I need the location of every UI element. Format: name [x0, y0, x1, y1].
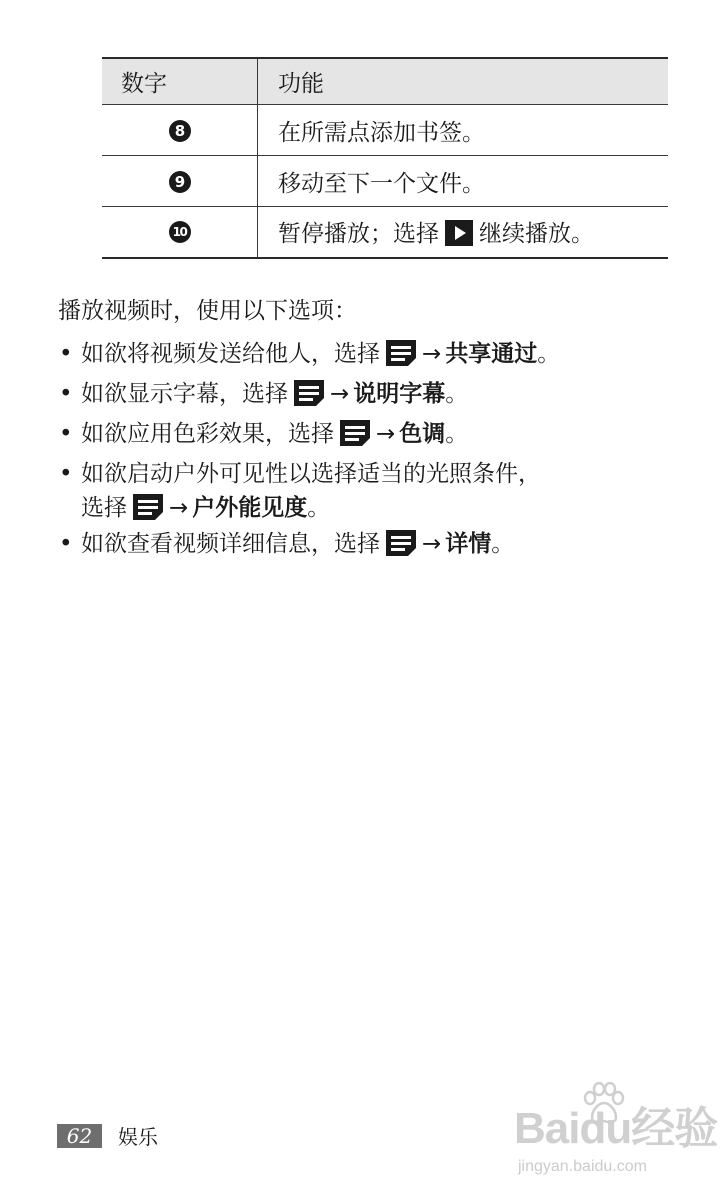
options-list	[58, 337, 560, 567]
arrow: →	[422, 531, 442, 557]
function-cell: 移动至下一个文件。	[278, 170, 485, 197]
option-text-line1: 如欲启动户外可见性以选择适当的光照条件，	[81, 461, 541, 487]
arrow: →	[330, 381, 350, 407]
option-text: 如欲将视频发送给他人，选择	[81, 341, 380, 367]
menu-icon	[294, 380, 324, 406]
table-header	[102, 58, 668, 105]
number-badge-10: 10	[169, 221, 191, 243]
menu-icon	[340, 420, 370, 446]
function-cell	[258, 207, 669, 258]
header-function: 功能	[278, 71, 324, 97]
function-text-before-icon: 暂停播放；选择	[278, 221, 439, 248]
arrow: →	[376, 421, 396, 447]
option-text: 如欲应用色彩效果，选择	[81, 421, 334, 447]
option-end: 。	[491, 531, 515, 557]
option-target: 说明字幕	[353, 381, 446, 407]
function-table	[102, 57, 668, 259]
intro-text: 播放视频时，使用以下选项：	[58, 298, 357, 324]
bullet: •	[59, 381, 73, 407]
bullet: •	[59, 421, 73, 447]
arrow: →	[422, 341, 442, 367]
number-cell	[102, 105, 258, 156]
table-header-row	[102, 58, 668, 105]
option-end: 。	[445, 381, 469, 407]
table-row	[102, 105, 668, 156]
option-target: 详情	[445, 531, 492, 557]
bullet: •	[59, 531, 73, 557]
option-target: 户外能见度	[192, 495, 308, 521]
table-body	[102, 105, 668, 258]
bullet: •	[59, 341, 73, 367]
section-name: 娱乐	[118, 1125, 158, 1149]
function-text-after-icon: 继续播放。	[479, 221, 594, 248]
option-text: 如欲查看视频详细信息，选择	[81, 531, 380, 557]
list-item	[58, 527, 560, 561]
table-row	[102, 156, 668, 207]
page-number: 62	[57, 1124, 102, 1148]
option-end: 。	[537, 341, 561, 367]
bullet: •	[59, 461, 73, 487]
play-icon	[445, 220, 473, 246]
watermark-logo: Baidu经验	[514, 1104, 718, 1153]
header-number: 数字	[102, 58, 258, 105]
number-badge-8: 8	[169, 120, 191, 142]
list-item	[58, 457, 560, 525]
menu-icon	[386, 340, 416, 366]
list-item	[58, 337, 560, 371]
option-end: 。	[307, 495, 331, 521]
arrow: →	[169, 495, 189, 521]
table-row	[102, 207, 668, 258]
option-target: 共享通过	[445, 341, 538, 367]
menu-icon	[133, 494, 163, 520]
list-item	[58, 417, 560, 451]
watermark-url: jingyan.baidu.com	[518, 1158, 647, 1175]
option-target: 色调	[399, 421, 446, 447]
number-badge-9: 9	[169, 171, 191, 193]
function-cell: 在所需点添加书签。	[278, 119, 485, 146]
number-cell	[102, 156, 258, 207]
list-item	[58, 377, 560, 411]
baidu-watermark	[514, 1080, 718, 1180]
option-text: 如欲显示字幕，选择	[81, 381, 288, 407]
option-text: 选择	[81, 495, 127, 521]
option-end: 。	[445, 421, 469, 447]
number-cell	[102, 207, 258, 258]
menu-icon	[386, 530, 416, 556]
